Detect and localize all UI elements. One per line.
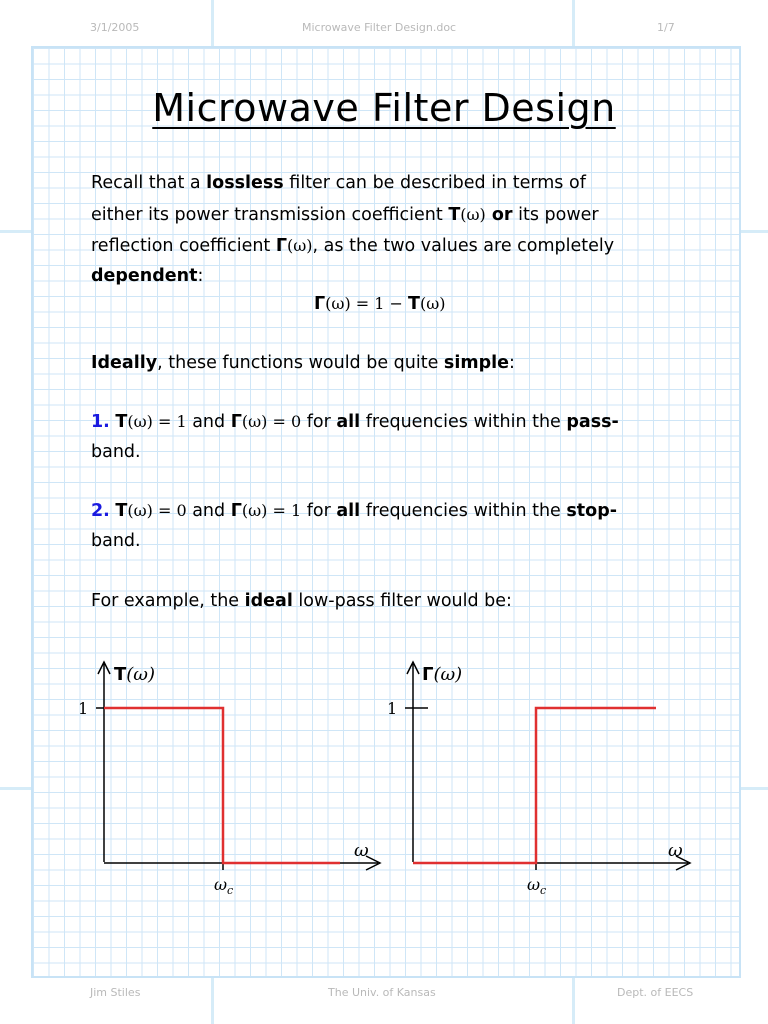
header-date: 3/1/2005 <box>90 21 140 34</box>
intro-line-2: either its power transmission coefficient T(ω) or its power <box>91 205 599 225</box>
equation: Γ(ω) = 1 − T(ω) <box>314 294 446 314</box>
x-axis-label: ω <box>668 840 683 861</box>
cutoff-label: $\omega_c$ <box>214 875 234 897</box>
cutoff-label: $\omega_c$ <box>527 875 547 897</box>
y-axis-label: T(ω) <box>114 664 156 685</box>
header-filename: Microwave Filter Design.doc <box>302 21 457 34</box>
transmission-curve <box>104 708 340 863</box>
ideally-line: Ideally, these functions would be quite simple: <box>91 353 515 373</box>
example-line: For example, the ideal low-pass filter would be: <box>91 591 512 611</box>
y-tick-one-label: 1 <box>78 699 89 718</box>
x-axis-label: ω <box>354 840 369 861</box>
page-title: Microwave Filter Design <box>152 86 616 130</box>
y-tick-one-label: 1 <box>387 699 398 718</box>
header-page: 1/7 <box>657 21 675 34</box>
footer-dept: Dept. of EECS <box>617 986 694 999</box>
transmission-graph <box>60 650 400 910</box>
intro-line-4: dependent: <box>91 266 204 286</box>
item-1-line-2: band. <box>91 442 141 462</box>
reflection-curve <box>413 708 656 863</box>
y-axis-label: Γ(ω) <box>422 664 463 685</box>
item-2-line-2: band. <box>91 531 141 551</box>
item-1-line-1: 1. T(ω) = 1 and Γ(ω) = 0 for all frequencies within the pass- <box>91 412 619 432</box>
intro-line-3: reflection coefficient Γ(ω), as the two values are completely <box>91 236 615 256</box>
footer-institution: The Univ. of Kansas <box>328 986 436 999</box>
footer-author: Jim Stiles <box>90 986 141 999</box>
intro-line-1: Recall that a lossless filter can be described in terms of <box>91 173 586 193</box>
item-2-line-1: 2. T(ω) = 0 and Γ(ω) = 1 for all frequencies within the stop- <box>91 501 617 521</box>
reflection-graph <box>370 650 710 910</box>
